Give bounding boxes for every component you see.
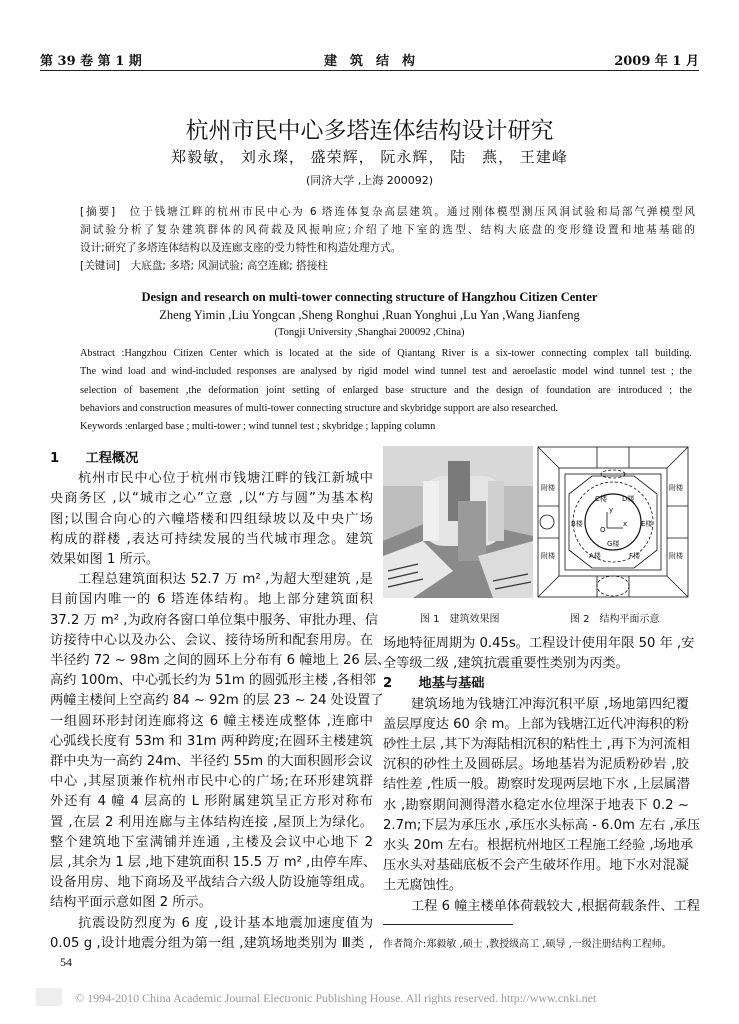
abstract-line: Abstract :Hangzhou Citizen Center which is located at the side of Qiantang River is a six-tower connecting complex tall building.	[80, 348, 692, 359]
body-line: 两幢主楼间上空高约 84 ~ 92m 的层 23 ~ 24 处设置了	[50, 693, 384, 709]
body-line: 心弧线长度有 53m 和 31m 两种跨度;在圆环主楼建筑	[50, 733, 373, 749]
body-line: 置 ,在层 2 利用连廊与主体结构连接 ,屋顶上为绿化。	[50, 814, 373, 830]
body-line: 构成的群楼 ,表达可持续发展的当代城市理念。建筑	[50, 531, 373, 547]
body-line: 水 ,勘察期间测得潜水稳定水位埋深于地表下 0.2 ~	[383, 797, 689, 813]
body-line: 砂性土层 ,其下为海陆相沉积的粘性土 ,再下为河流相	[383, 737, 690, 753]
section-heading: 2 地基与基础	[383, 676, 485, 692]
body-line: 央商务区 ,以“城市之心”立意 ,以“方与圆”为基本构	[50, 491, 373, 507]
body-line: 图;以围合向心的六幢塔楼和四组绿坡以及中央广场	[50, 511, 373, 527]
section-heading: 1 工程概况	[50, 451, 139, 466]
body-line: 群中央为一高约 24m、半径约 55m 的大面积圆形会议	[50, 754, 373, 770]
page-number: 54	[60, 955, 72, 969]
english-affiliation: (Tongji University ,Shanghai 200092 ,China)	[274, 327, 465, 338]
label-annex: 附楼	[669, 484, 683, 492]
label-tower-b: B楼	[571, 520, 583, 528]
body-line: 层 ,其余为 1 层 ,地下建筑面积 15.5 万 m² ,由停车库、	[50, 855, 377, 871]
body-line: 整个建筑地下室满铺并连通 ,主楼及会议中心地下 2	[50, 834, 373, 850]
body-line: 37.2 万 m² ,为政府各窗口单位集中服务、审批办理、信	[50, 612, 379, 628]
body-line: 场地特征周期为 0.45s。工程设计使用年限 50 年 ,安	[383, 636, 695, 651]
figure-1-rendering	[383, 446, 533, 598]
body-line: 工程总建筑面积达 52.7 万 m² ,为超大型建筑 ,是	[78, 572, 373, 588]
abstract-line: selection of basement ,the deformation joint setting of enlarged base structure and the design of foundation are introduced ; the	[80, 384, 692, 396]
body-line: 沉积的砂性土及圆砾层。场地基岩为泥质粉砂岩 ,胶	[383, 757, 689, 773]
english-authors: Zheng Yimin ,Liu Yongcan ,Sheng Ronghui ,Ruan Yonghui ,Lu Yan ,Wang Jianfeng	[159, 308, 580, 322]
figure-2-caption: 图 2 结构平面示意	[570, 614, 660, 625]
keywords-en: Keywords :enlarged base ; multi-tower ; wind tunnel test ; skybridge ; lapping column	[80, 421, 436, 433]
body-line: 压水头对基础底板不会产生破坏作用。地下水对混凝	[383, 858, 689, 874]
body-line: 设备用房、地下商场及平战结合六级人防设施等组成。	[50, 875, 373, 891]
label-axis-x: x	[623, 520, 628, 528]
body-line: 土无腐蚀性。	[383, 878, 463, 894]
label-tower-a: A楼	[589, 552, 601, 560]
issue-date: 2009 年 1 月	[614, 54, 699, 69]
body-line: 2.7m;下层为承压水 ,承压水头标高 - 6.0m 左右 ,承压	[383, 817, 701, 833]
body-line: 中心 ,其屋顶兼作杭州市民中心的广场;在环形建筑群	[50, 774, 373, 790]
abstract-line: 洞试验分析了复杂建筑群体的风荷载及风振响应;介绍了地下室的选型、结构大底盘的变形缝设置和地基基础的	[80, 224, 695, 236]
abstract-line: [摘要] 位于钱塘江畔的杭州市民中心为 6 塔连体复杂高层建筑。通过刚体模型测压风洞试验和局部气弹模型风	[80, 206, 695, 218]
publisher-logo-icon	[36, 988, 62, 1006]
label-tower-d: D楼	[622, 495, 635, 503]
journal-name: 建 筑 结 构	[323, 54, 415, 69]
abstract-en	[80, 345, 692, 436]
affiliation: (同济大学 ,上海 200092)	[305, 174, 434, 187]
abstract-line: behaviors and construction measures of multi-tower connecting structure and skybridge support are also researched.	[80, 402, 559, 414]
body-line: 0.05 g ,设计地震分组为第一组 ,建筑场地类别为 Ⅲ类 ,	[50, 935, 373, 951]
left-column	[50, 449, 391, 954]
body-line: 盖层厚度达 60 余 m。上部为钱塘江近代冲海积的粉	[383, 716, 689, 732]
label-tower-c: C楼	[595, 495, 607, 503]
label-tower-e: E楼	[641, 520, 653, 528]
body-line: 目前国内唯一的 6 塔连体结构。地上部分建筑面积	[50, 592, 373, 608]
body-line: 半径约 72 ~ 98m 之间的圆环上分布有 6 幢地上 26 层、	[50, 653, 391, 669]
abstract-line: The wind load and wind-included responses are analysed by rigid model wind tunnel test and aeroelastic model wind tunnel test ; the	[80, 366, 692, 378]
body-line: 一组圆环形封闭连廊将这 6 幢主楼连成整体 ,连廊中	[50, 713, 373, 729]
abstract-line: 设计;研究了多塔连体结构以及连廊支座的受力特性和构造处理方式。	[80, 242, 402, 254]
body-line: 建筑场地为钱塘江冲海沉积平原 ,场地第四纪覆	[411, 696, 689, 712]
body-line: 抗震设防烈度为 6 度 ,设计基本地震加速度值为	[78, 915, 373, 931]
abstract-cn	[80, 203, 695, 275]
body-line: 外还有 4 幢 4 层高的 L 形附属建筑呈正方形对称布	[50, 794, 373, 810]
body-line: 效果如图 1 所示。	[50, 552, 160, 568]
label-origin: O	[600, 526, 606, 534]
journal-volume: 第 39 卷 第 1 期	[40, 54, 142, 69]
keywords-cn: [关键词] 大底盘; 多塔; 风洞试验; 高空连廊; 搭接柱	[80, 260, 328, 272]
english-title: Design and research on multi-tower connecting structure of Hangzhou Citizen Center	[141, 290, 598, 304]
copyright-notice: © 1994-2010 China Academic Journal Electronic Publishing House. All rights reserved. http://www.cnki.net	[75, 991, 597, 1005]
body-line: 水头 20m 左右。根据杭州地区工程施工经验 ,场地承	[383, 838, 694, 854]
body-line: 工程 6 幢主楼单体荷载较大 ,根据荷载条件、工程	[411, 898, 700, 914]
footnote-rule	[383, 924, 513, 925]
label-annex: 附楼	[541, 552, 555, 560]
figure-1-caption: 图 1 建筑效果图	[420, 614, 500, 625]
figure-2-plan	[537, 446, 689, 598]
author-footnote: 作者简介:郑毅敏 ,硕士 ,教授级高工 ,硕导 ,一级注册结构工程师。	[383, 939, 672, 950]
body-line: 访接待中心以及办公、会议、接待场所和配套用房。在	[50, 632, 373, 648]
label-annex: 附楼	[541, 484, 555, 492]
label-tower-g: G楼	[607, 540, 620, 548]
body-line: 高约 100m、中心弧长约为 51m 的圆弧形主楼 ,各相邻	[50, 673, 376, 689]
authors: 郑毅敏， 刘永璨， 盛荣辉， 阮永辉， 陆 燕， 王建峰	[171, 148, 568, 166]
label-annex: 附楼	[669, 552, 683, 560]
body-line: 杭州市民中心位于杭州市钱塘江畔的钱江新城中	[78, 471, 373, 487]
body-line: 全等级二级 ,建筑抗震重要性类别为丙类。	[383, 656, 629, 672]
label-axis-y: y	[609, 506, 614, 514]
header-rule	[40, 70, 699, 71]
label-tower-f: F楼	[629, 552, 641, 560]
body-line: 结构平面示意如图 2 所示。	[50, 895, 212, 911]
paper-title: 杭州市民中心多塔连体结构设计研究	[185, 118, 554, 144]
body-line: 结性差 ,性质一般。勘察时发现两层地下水 ,上层属潜	[383, 777, 690, 793]
right-column	[383, 634, 701, 917]
